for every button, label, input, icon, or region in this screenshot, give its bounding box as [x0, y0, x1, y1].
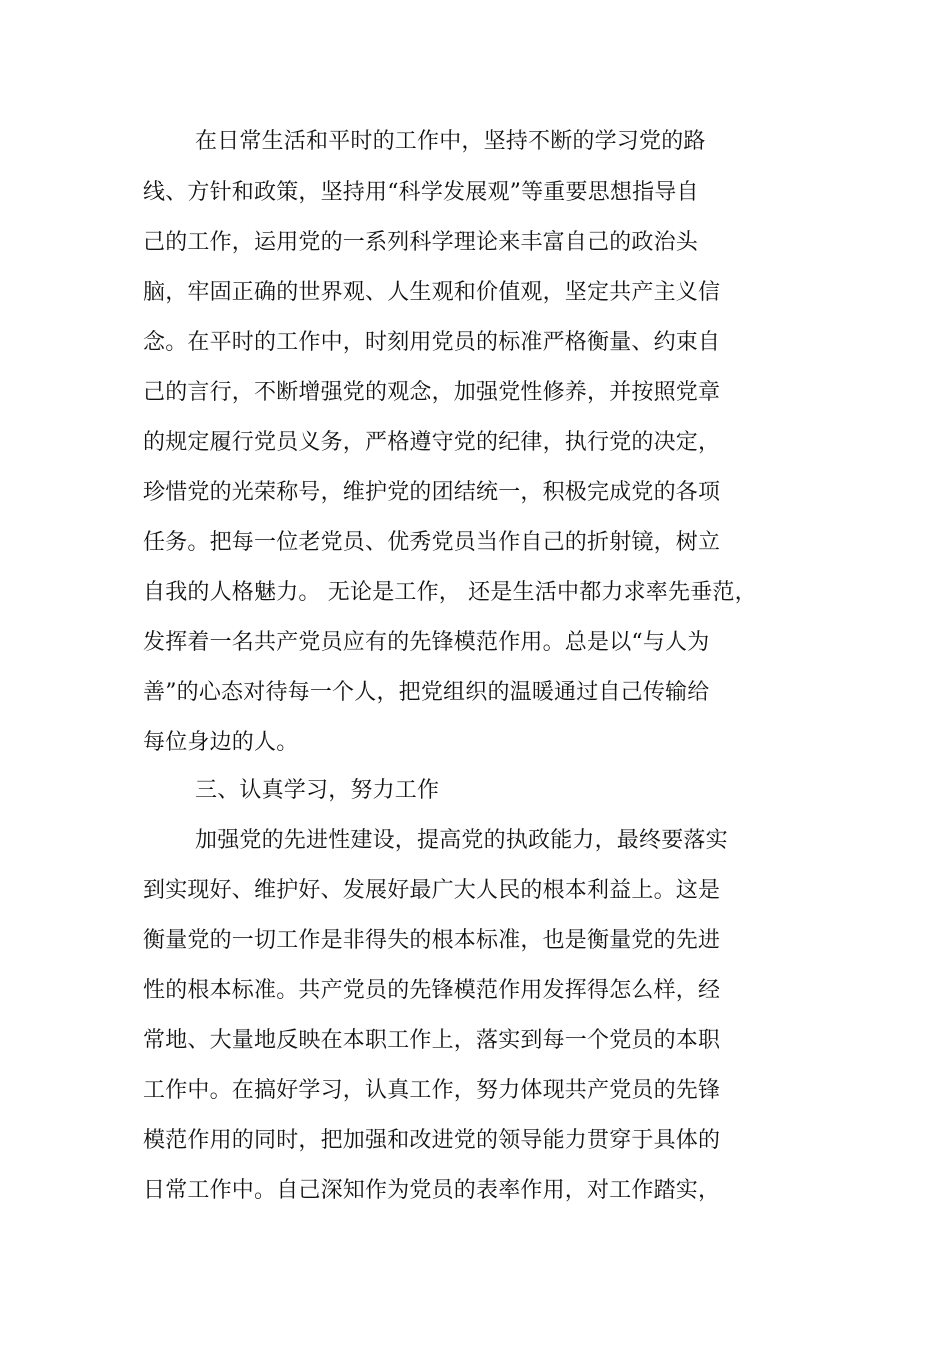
- section-heading: 三、认真学习，努力工作: [195, 778, 440, 803]
- paragraph-line: 衡量党的一切工作是非得失的根本标准，也是衡量党的先进: [143, 928, 721, 953]
- paragraph-line: 常地、大量地反映在本职工作上，落实到每一个党员的本职: [143, 1028, 721, 1053]
- paragraph-line: 到实现好、维护好、发展好最广大人民的根本利益上。这是: [143, 878, 721, 903]
- paragraph-line: 线、方针和政策，坚持用“科学发展观”等重要思想指导自: [143, 180, 699, 205]
- paragraph-line: 发挥着一名共产党员应有的先锋模范作用。总是以“与人为: [143, 630, 710, 655]
- paragraph-line: 己的工作，运用党的一系列科学理论来丰富自己的政治头: [143, 230, 699, 255]
- paragraph-line: 己的言行，不断增强党的观念，加强党性修养，并按照党章: [143, 380, 721, 405]
- paragraph-line: 模范作用的同时，把加强和改进党的领导能力贯穿于具体的: [143, 1128, 721, 1153]
- paragraph-line: 珍惜党的光荣称号，维护党的团结统一，积极完成党的各项: [143, 480, 721, 505]
- paragraph-line: 在日常生活和平时的工作中，坚持不断的学习党的路: [195, 129, 706, 154]
- paragraph-line: 日常工作中。自己深知作为党员的表率作用，对工作踏实，: [143, 1178, 721, 1203]
- paragraph-line: 性的根本标准。共产党员的先锋模范作用发挥得怎么样，经: [143, 978, 721, 1003]
- paragraph-line: 念。在平时的工作中，时刻用党员的标准严格衡量、约束自: [143, 330, 721, 355]
- paragraph-line: 脑，牢固正确的世界观、人生观和价值观，坚定共产主义信: [143, 280, 721, 305]
- paragraph-line: 善”的心态对待每一个人，把党组织的温暖通过自己传输给: [143, 680, 710, 705]
- paragraph-line: 每位身边的人。: [143, 730, 299, 755]
- paragraph-line: 任务。把每一位老党员、优秀党员当作自己的折射镜，树立: [143, 530, 721, 555]
- paragraph-line: 的规定履行党员义务，严格遵守党的纪律，执行党的决定，: [143, 430, 721, 455]
- paragraph-line: 自我的人格魅力。 无论是工作， 还是生活中都力求率先垂范，: [143, 580, 757, 605]
- paragraph-line: 工作中。在搞好学习，认真工作，努力体现共产党员的先锋: [143, 1078, 721, 1103]
- paragraph-line: 加强党的先进性建设，提高党的执政能力，最终要落实: [195, 828, 728, 853]
